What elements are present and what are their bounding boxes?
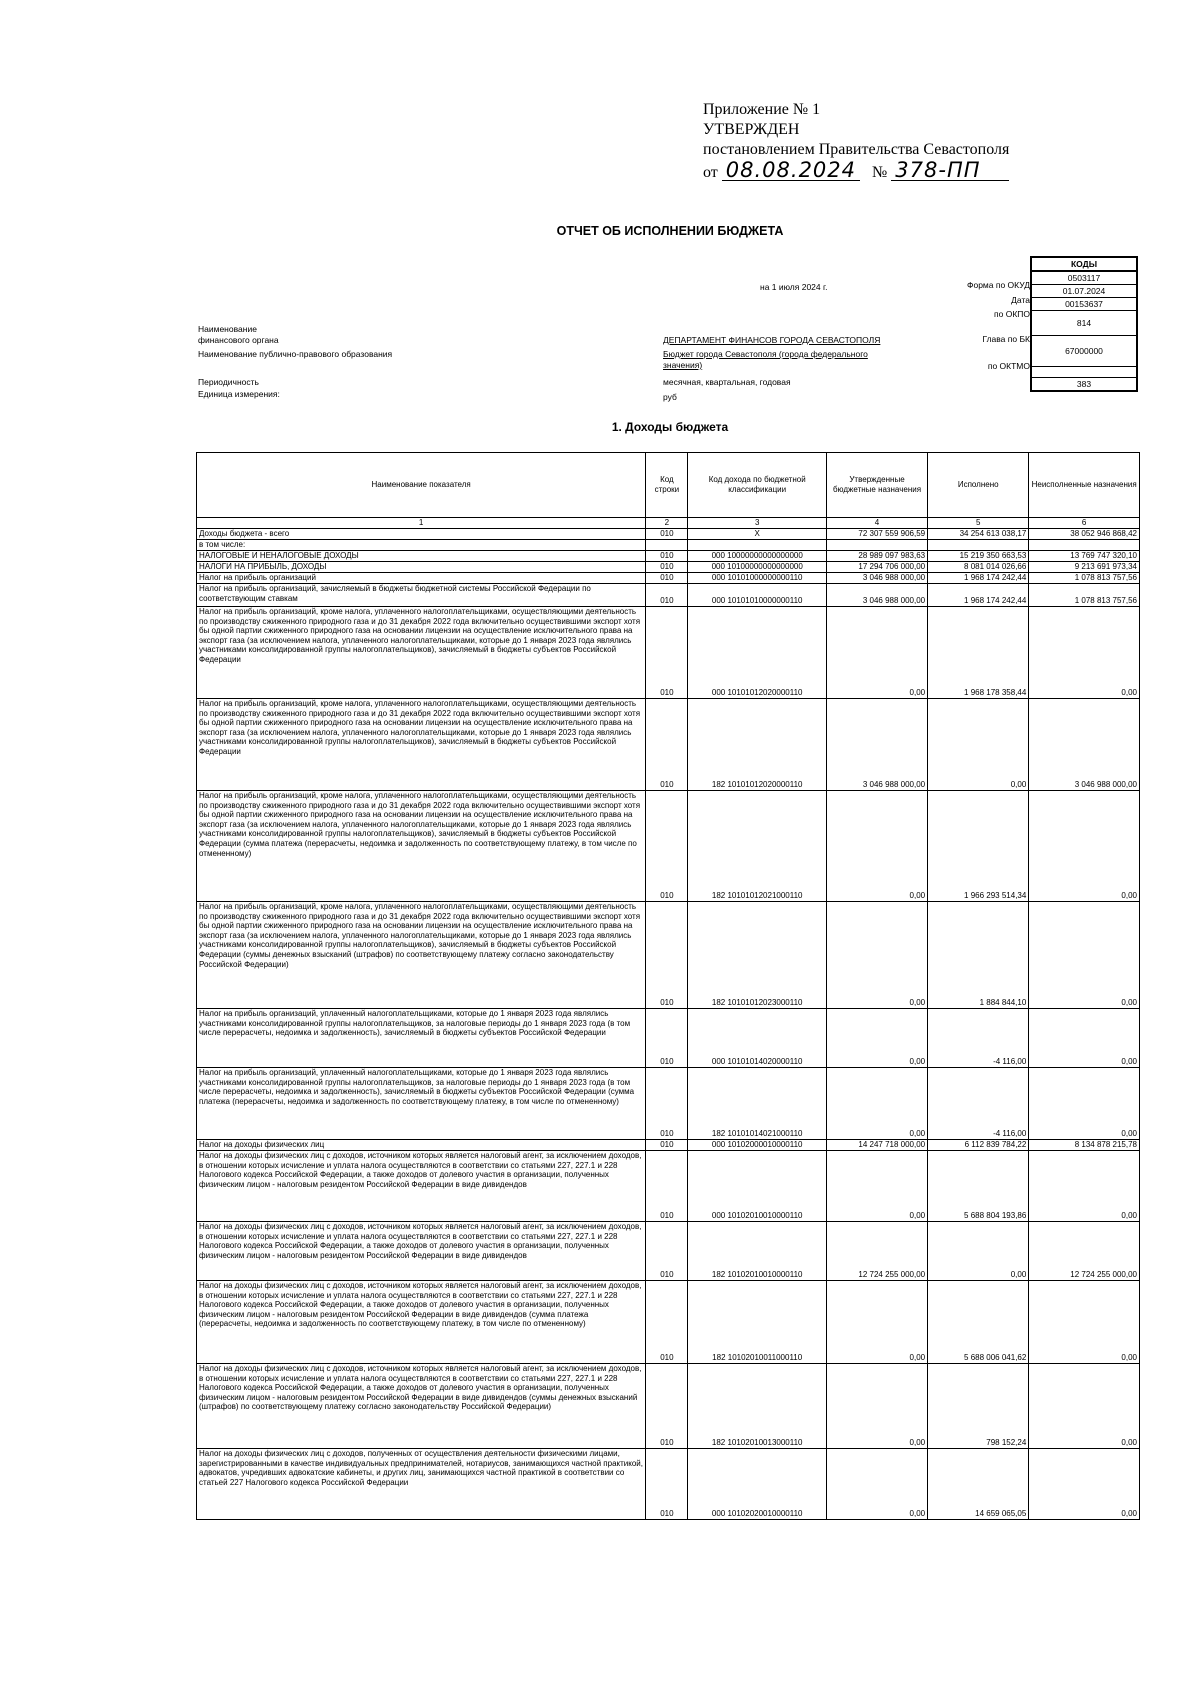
header-executed: Исполнено	[928, 453, 1029, 518]
row-executed: -4 116,00	[928, 1009, 1029, 1068]
row-unexecuted: 8 134 878 215,78	[1029, 1140, 1140, 1151]
row-name: Налог на прибыль организаций, кроме налога, уплаченного налогоплательщиками, осуществляющими деятельность по производству сжиженного природного газа и до 31 декабря 2022 года включительно осуществившими экспорт хотя бы одной партии сжиженного природного газа на основании лицензии на осуществление исключительного права на экспорт газа (за исключением налога, уплаченного налогоплательщиками, которые до 1 января 2023 года являлись участниками консолидированной группы налогоплательщиков), зачисляемый в бюджеты субъектов Российской Федерации	[197, 607, 646, 699]
row-line-code: 010	[646, 1281, 688, 1364]
fin-organ-label-1: Наименование	[198, 324, 257, 334]
table-row	[197, 1449, 1140, 1520]
period-value: месячная, квартальная, годовая	[663, 377, 791, 387]
ppo-value-1: Бюджет города Севастополя (города федерального	[663, 349, 868, 359]
date-label: Дата	[1011, 295, 1030, 305]
row-revenue-code: 182 10102010013000110	[688, 1364, 826, 1449]
row-revenue-code: 000 10102020010000110	[688, 1449, 826, 1520]
ppo-label: Наименование публично-правового образования	[198, 349, 393, 359]
row-name: Налог на доходы физических лиц с доходов, источником которых является налоговый агент, за исключением доходов, в отношении которых исчисление и уплата налога осуществляются в соответствии со статьями 227, 227.1 и 228 Налогового кодекса Российской Федерации, а также доходов от долевого участия в организации, полученных физическим лицом - налоговым резидентом Российской Федерации в виде дивидендов (сумма платежа (перерасчеты, недоимка и задолженность по соответствующему платежу, в том числе по отмененному)	[197, 1281, 646, 1364]
row-line-code: 010	[646, 607, 688, 699]
row-line-code: 010	[646, 699, 688, 791]
row-unexecuted: 0,00	[1029, 1449, 1140, 1520]
table-row	[197, 902, 1140, 1009]
row-unexecuted: 0,00	[1029, 1281, 1140, 1364]
row-approved: 3 046 988 000,00	[826, 573, 927, 584]
row-name: Доходы бюджета - всего	[197, 529, 646, 540]
header-line-code: Код строки	[646, 453, 688, 518]
table-row	[197, 607, 1140, 699]
row-revenue-code: 000 10101000000000110	[688, 573, 826, 584]
row-line-code: 010	[646, 1068, 688, 1140]
table-row	[197, 1281, 1140, 1364]
row-executed: 798 152,24	[928, 1364, 1029, 1449]
okpo-code: 00153637	[1031, 298, 1137, 311]
date-prefix: от	[703, 164, 718, 181]
row-revenue-code	[688, 540, 826, 551]
date-code: 01.07.2024	[1031, 285, 1137, 298]
row-unexecuted: 1 078 813 757,56	[1029, 584, 1140, 607]
row-unexecuted: 0,00	[1029, 1068, 1140, 1140]
row-executed: 1 968 178 358,44	[928, 607, 1029, 699]
row-unexecuted: 0,00	[1029, 1151, 1140, 1222]
table-row	[197, 551, 1140, 562]
row-unexecuted: 0,00	[1029, 607, 1140, 699]
glava-code: 814	[1031, 311, 1137, 336]
row-executed: 5 688 804 193,86	[928, 1151, 1029, 1222]
column-number-row	[197, 518, 1140, 529]
row-line-code: 010	[646, 1140, 688, 1151]
row-executed: 0,00	[928, 699, 1029, 791]
row-unexecuted: 38 052 946 868,42	[1029, 529, 1140, 540]
row-approved	[826, 540, 927, 551]
row-revenue-code: 182 10101012020000110	[688, 699, 826, 791]
codes-header: КОДЫ	[1031, 257, 1137, 271]
row-name: Налог на прибыль организаций, уплаченный налогоплательщиками, которые до 1 января 2023 года являлись участниками консолидированной группы налогоплательщиков, за налоговые периоды до 1 января 2023 года (в том числе перерасчеты, недоимка и задолженность), зачисляемый в бюджеты субъектов Российской Федерации	[197, 1009, 646, 1068]
row-revenue-code: 000 10101012020000110	[688, 607, 826, 699]
fin-organ-value: ДЕПАРТАМЕНТ ФИНАНСОВ ГОРОДА СЕВАСТОПОЛЯ	[663, 335, 881, 345]
report-title: ОТЧЕТ ОБ ИСПОЛНЕНИИ БЮДЖЕТА	[556, 224, 784, 238]
row-unexecuted: 0,00	[1029, 1364, 1140, 1449]
row-revenue-code: 182 10101012023000110	[688, 902, 826, 1009]
blank-code	[1031, 367, 1137, 378]
row-approved: 0,00	[826, 1449, 927, 1520]
table-row	[197, 1009, 1140, 1068]
row-name: Налог на доходы физических лиц с доходов, источником которых является налоговый агент, за исключением доходов, в отношении которых исчисление и уплата налога осуществляются в соответствии со статьями 227, 227.1 и 228 Налогового кодекса Российской Федерации, а также доходов от долевого участия в организации, полученных физическим лицом - налоговым резидентом Российской Федерации в виде дивидендов	[197, 1222, 646, 1281]
row-executed: 1 968 174 242,44	[928, 573, 1029, 584]
row-approved: 14 247 718 000,00	[826, 1140, 927, 1151]
row-approved: 0,00	[826, 1151, 927, 1222]
table-row	[197, 584, 1140, 607]
row-revenue-code: 000 10101014020000110	[688, 1009, 826, 1068]
row-name: Налог на прибыль организаций, зачисляемый в бюджеты бюджетной системы Российской Федерации по соответствующим ставкам	[197, 584, 646, 607]
row-line-code: 010	[646, 1151, 688, 1222]
row-unexecuted	[1029, 540, 1140, 551]
row-approved: 12 724 255 000,00	[826, 1222, 927, 1281]
table-row	[197, 699, 1140, 791]
row-name: Налог на доходы физических лиц с доходов, источником которых является налоговый агент, за исключением доходов, в отношении которых исчисление и уплата налога осуществляются в соответствии со статьями 227, 227.1 и 228 Налогового кодекса Российской Федерации, а также доходов от долевого участия в организации, полученных физическим лицом - налоговым резидентом Российской Федерации в виде дивидендов	[197, 1151, 646, 1222]
col-num: 5	[928, 518, 1029, 529]
header-approved: Утвержденные бюджетные назначения	[826, 453, 927, 518]
period-label: Периодичность	[198, 377, 259, 387]
row-name: НАЛОГИ НА ПРИБЫЛЬ, ДОХОДЫ	[197, 562, 646, 573]
table-row	[197, 1364, 1140, 1449]
row-revenue-code: 182 10101012021000110	[688, 791, 826, 902]
approved-by: постановлением Правительства Севастополя	[703, 141, 1010, 158]
unit-code: 383	[1031, 378, 1137, 392]
header-name: Наименование показателя	[197, 453, 646, 518]
row-executed: 8 081 014 026,66	[928, 562, 1029, 573]
row-executed: 1 884 844,10	[928, 902, 1029, 1009]
row-line-code: 010	[646, 791, 688, 902]
row-executed: 14 659 065,05	[928, 1449, 1029, 1520]
row-executed: 6 112 839 784,22	[928, 1140, 1029, 1151]
row-line-code: 010	[646, 573, 688, 584]
row-executed: 0,00	[928, 1222, 1029, 1281]
row-name: Налог на доходы физических лиц с доходов, источником которых является налоговый агент, за исключением доходов, в отношении которых исчисление и уплата налога осуществляются в соответствии со статьями 227, 227.1 и 228 Налогового кодекса Российской Федерации, а также доходов от долевого участия в организации, полученных физическим лицом - налоговым резидентом Российской Федерации в виде дивидендов (суммы денежных взысканий (штрафов) по соответствующему платежу согласно законодательству Российской Федерации)	[197, 1364, 646, 1449]
appendix-number: Приложение № 1	[703, 101, 821, 118]
row-executed: 34 254 613 038,17	[928, 529, 1029, 540]
oktmo-code: 67000000	[1031, 336, 1137, 367]
okud-label: Форма по ОКУД	[967, 280, 1030, 290]
row-revenue-code: 000 10000000000000000	[688, 551, 826, 562]
col-num: 3	[688, 518, 826, 529]
header-unexecuted: Неисполненные назначения	[1029, 453, 1140, 518]
row-unexecuted: 0,00	[1029, 791, 1140, 902]
header-revenue-code: Код дохода по бюджетной классификации	[688, 453, 826, 518]
row-executed: -4 116,00	[928, 1068, 1029, 1140]
col-num: 6	[1029, 518, 1140, 529]
table-row	[197, 1151, 1140, 1222]
row-line-code: 010	[646, 562, 688, 573]
col-num: 4	[826, 518, 927, 529]
row-name: НАЛОГОВЫЕ И НЕНАЛОГОВЫЕ ДОХОДЫ	[197, 551, 646, 562]
approved-label: УТВЕРЖДЕН	[703, 121, 800, 138]
revenue-table	[196, 452, 1140, 1520]
row-approved: 3 046 988 000,00	[826, 584, 927, 607]
row-executed: 5 688 006 041,62	[928, 1281, 1029, 1364]
row-unexecuted: 12 724 255 000,00	[1029, 1222, 1140, 1281]
row-line-code: 010	[646, 584, 688, 607]
row-revenue-code: 000 10101010000000110	[688, 584, 826, 607]
row-revenue-code: 182 10101014021000110	[688, 1068, 826, 1140]
row-executed: 1 968 174 242,44	[928, 584, 1029, 607]
section-title: 1. Доходы бюджета	[611, 420, 729, 434]
col-num: 2	[646, 518, 688, 529]
row-revenue-code: 182 10102010011000110	[688, 1281, 826, 1364]
okud-code: 0503117	[1031, 271, 1137, 285]
row-approved: 0,00	[826, 902, 927, 1009]
row-line-code: 010	[646, 551, 688, 562]
okpo-label: по ОКПО	[994, 309, 1030, 319]
decree-number: 378-ПП	[891, 160, 1009, 181]
unit-label: Единица измерения:	[198, 389, 280, 399]
row-line-code: 010	[646, 1449, 688, 1520]
approval-block	[703, 100, 1123, 183]
row-executed: 15 219 350 663,53	[928, 551, 1029, 562]
row-line-code: 010	[646, 1009, 688, 1068]
row-revenue-code: 000 10100000000000000	[688, 562, 826, 573]
table-row	[197, 1222, 1140, 1281]
col-num: 1	[197, 518, 646, 529]
table-body	[197, 529, 1140, 1520]
fin-organ-label-2: финансового органа	[198, 335, 279, 345]
row-approved: 0,00	[826, 1364, 927, 1449]
row-line-code: 010	[646, 1222, 688, 1281]
row-approved: 0,00	[826, 1281, 927, 1364]
row-line-code	[646, 540, 688, 551]
table-row	[197, 573, 1140, 584]
row-line-code: 010	[646, 529, 688, 540]
row-approved: 28 989 097 983,63	[826, 551, 927, 562]
row-unexecuted: 0,00	[1029, 1009, 1140, 1068]
report-date: на 1 июля 2024 г.	[760, 282, 828, 292]
row-name: в том числе:	[197, 540, 646, 551]
unit-value: руб	[663, 392, 677, 402]
row-name: Налог на прибыль организаций, кроме налога, уплаченного налогоплательщиками, осуществляющими деятельность по производству сжиженного природного газа и до 31 декабря 2022 года включительно осуществившими экспорт хотя бы одной партии сжиженного природного газа на основании лицензии на осуществление исключительного права на экспорт газа (за исключением налога, уплаченного налогоплательщиками, которые до 1 января 2023 года являлись участниками консолидированной группы налогоплательщиков), зачисляемый в бюджеты субъектов Российской Федерации	[197, 699, 646, 791]
row-line-code: 010	[646, 1364, 688, 1449]
row-line-code: 010	[646, 902, 688, 1009]
row-name: Налог на прибыль организаций, кроме налога, уплаченного налогоплательщиками, осуществляющими деятельность по производству сжиженного природного газа и до 31 декабря 2022 года включительно осуществившими экспорт хотя бы одной партии сжиженного природного газа на основании лицензии на осуществление исключительного права на экспорт газа (за исключением налога, уплаченного налогоплательщиками, которые до 1 января 2023 года являлись участниками консолидированной группы налогоплательщиков), зачисляемый в бюджеты субъектов Российской Федерации (суммы денежных взысканий (штрафов) по соответствующему платежу согласно законодательству Российской Федерации)	[197, 902, 646, 1009]
row-unexecuted: 9 213 691 973,34	[1029, 562, 1140, 573]
number-prefix: №	[872, 164, 888, 181]
table-row	[197, 791, 1140, 902]
row-unexecuted: 0,00	[1029, 902, 1140, 1009]
row-name: Налог на прибыль организаций	[197, 573, 646, 584]
row-executed	[928, 540, 1029, 551]
row-approved: 72 307 559 906,59	[826, 529, 927, 540]
row-approved: 0,00	[826, 1009, 927, 1068]
table-row	[197, 540, 1140, 551]
row-name: Налог на доходы физических лиц с доходов, полученных от осуществления деятельности физическими лицами, зарегистрированными в качестве индивидуальных предпринимателей, нотариусов, занимающихся частной практикой, адвокатов, учредивших адвокатские кабинеты, и других лиц, занимающихся частной практикой в соответствии со статьей 227 Налогового кодекса Российской Федерации	[197, 1449, 646, 1520]
row-approved: 17 294 706 000,00	[826, 562, 927, 573]
row-name: Налог на прибыль организаций, уплаченный налогоплательщиками, которые до 1 января 2023 года являлись участниками консолидированной группы налогоплательщиков, за налоговые периоды до 1 января 2023 года (в том числе перерасчеты, недоимка и задолженность), зачисляемый в бюджеты субъектов Российской Федерации (сумма платежа (перерасчеты, недоимка и задолженность по соответствующему платежу, в том числе по отмененному)	[197, 1068, 646, 1140]
row-revenue-code: 000 10102000010000110	[688, 1140, 826, 1151]
row-unexecuted: 1 078 813 757,56	[1029, 573, 1140, 584]
decree-date: 08.08.2024	[722, 160, 860, 181]
table-row	[197, 1068, 1140, 1140]
decree-line	[703, 160, 1123, 183]
row-name: Налог на прибыль организаций, кроме налога, уплаченного налогоплательщиками, осуществляющими деятельность по производству сжиженного природного газа и до 31 декабря 2022 года включительно осуществившими экспорт хотя бы одной партии сжиженного природного газа на основании лицензии на осуществление исключительного права на экспорт газа (за исключением налога, уплаченного налогоплательщиками, которые до 1 января 2023 года являлись участниками консолидированной группы налогоплательщиков), зачисляемый в бюджеты субъектов Российской Федерации (сумма платежа (перерасчеты, недоимка и задолженность по соответствующему платежу, в том числе по отмененному)	[197, 791, 646, 902]
row-approved: 3 046 988 000,00	[826, 699, 927, 791]
row-unexecuted: 3 046 988 000,00	[1029, 699, 1140, 791]
row-approved: 0,00	[826, 1068, 927, 1140]
row-approved: 0,00	[826, 607, 927, 699]
row-revenue-code: 182 10102010010000110	[688, 1222, 826, 1281]
ppo-value-2: значения)	[663, 360, 703, 370]
table-row	[197, 1140, 1140, 1151]
row-name: Налог на доходы физических лиц	[197, 1140, 646, 1151]
table-header-row	[197, 453, 1140, 518]
row-approved: 0,00	[826, 791, 927, 902]
table-row	[197, 529, 1140, 540]
row-unexecuted: 13 769 747 320,10	[1029, 551, 1140, 562]
glava-label: Глава по БК	[982, 334, 1030, 344]
table-row	[197, 562, 1140, 573]
row-revenue-code: X	[688, 529, 826, 540]
row-executed: 1 966 293 514,34	[928, 791, 1029, 902]
oktmo-label: по ОКТМО	[987, 361, 1030, 371]
row-revenue-code: 000 10102010010000110	[688, 1151, 826, 1222]
codes-box	[1030, 256, 1138, 392]
